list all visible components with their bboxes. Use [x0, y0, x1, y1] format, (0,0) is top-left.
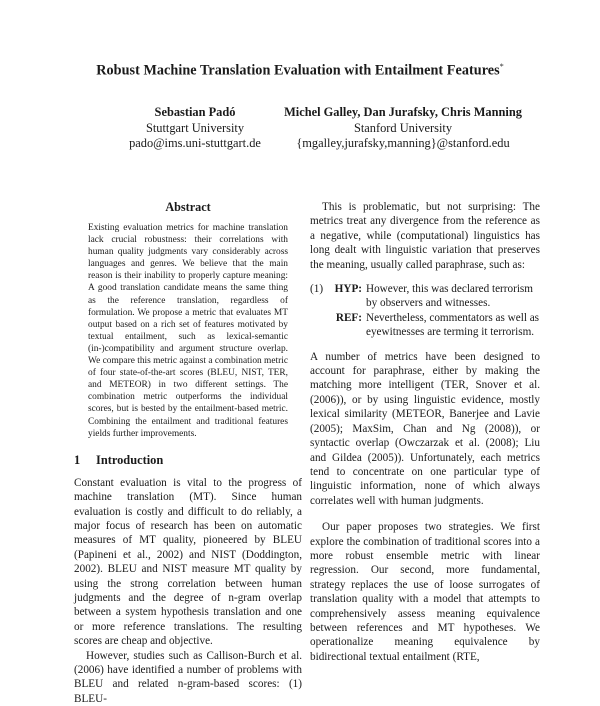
author-affiliation: Stanford University: [353, 120, 453, 135]
example-hyp-row: [310, 282, 540, 311]
body-paragraph: Constant evaluation is vital to the progress of machine translation (MT). Since human evaluation is costly and difficult to do reliably, a major focus of research has been on automatic measures of MT quality, pioneered by BLEU (Papineni et al., 2002) and NIST (Doddington, 2002). BLEU and NIST measure MT quality by using the strong correlation between human judgments and the degree of n-gram overlap between a system hypothesis translation and one or more reference translations. The resulting scores are cheap and objective.: [74, 476, 302, 648]
body-paragraph: This is problematic, but not surprising: The metrics treat any divergence from the reference as a negative, while (computational) linguistics has long dealt with linguistic variation that preserves the meaning, usually called paraphrase, such as:: [310, 201, 540, 271]
abstract-text: Existing evaluation metrics for machine translation lack crucial robustness: their correlations with human quality judgments vary considerably across languages and genres. We believe that the main reason is their inability to properly capture meaning: A good translation candidate means the same thing as the reference translation, regardless of formulation. We propose a metric that evaluates MT output based on a rich set of features motivated by textual entailment, such as lexical-semantic (in-)compatibility and argument structure overlap. We compare this metric against a combination metric of four state-of-the-art scores (BLEU, NIST, TER, and METEOR) in two different settings. The combination metric outperforms the individual scores, but is bested by the entailment-based metric. Combining the entailment and traditional features yields further improvements.: [88, 223, 288, 439]
ref-text: Nevertheless, commentators as well as eyewitnesses are terming it terrorism.: [366, 311, 540, 339]
example-ref-row: [310, 311, 540, 340]
title-text: Robust Machine Translation Evaluation with Entailment Features: [96, 62, 500, 79]
author-name: Sebastian Padó: [154, 105, 236, 119]
section-number: 1: [74, 452, 81, 467]
author-affiliation: Stuttgart University: [145, 120, 245, 135]
section-title: Introduction: [96, 452, 164, 467]
body-paragraph: However, studies such as Callison-Burch et al. (2006) have identified a number of problems with BLEU and related n-gram-based scores: (1) BLEU-: [74, 649, 302, 705]
abstract-heading: Abstract: [165, 200, 211, 214]
ref-label: REF:: [335, 311, 362, 324]
example-number: (1): [310, 283, 324, 296]
author-block-1: [110, 105, 280, 152]
body-paragraph: A number of metrics have been designed to account for paraphrase, either by making the matching more intelligent (TER, Snover et al. (2006)), or by using linguistic evidence, mostly lexical similarity (METEOR, Banerjee and Lavie (2005); MaxSim, Chan and Ng (2008)), or syntactic overlap (Owczarzak et al. (2008); Liu and Gildea (2005)). Unfortunately, each metrics tend to concentrate on one particular type of linguistic information, none of which always correlates well with human judgments.: [310, 350, 540, 507]
hyp-label: HYP:: [334, 283, 362, 296]
author-name: Michel Galley, Dan Jurafsky, Chris Manning: [284, 105, 522, 119]
author-email: pado@ims.uni-stuttgart.de: [129, 136, 261, 151]
section-heading: [74, 453, 302, 468]
hyp-text: However, this was declared terrorism by observers and witnesses.: [366, 283, 533, 310]
left-column: [74, 200, 302, 706]
paper-title: [0, 62, 600, 80]
author-email: {mgalley,jurafsky,manning}@stanford.edu: [296, 136, 510, 151]
title-footnote-mark: *: [499, 62, 504, 71]
example-block: [310, 282, 540, 340]
right-column: [310, 200, 540, 664]
body-paragraph: Our paper proposes two strategies. We first explore the combination of traditional scores into a more robust ensemble metric with linear regression. Our second, more fundamental, strategy replaces the use of loose surrogates of translation quality with a model that attempts to comprehensively assess meaning equivalence between references and MT hypotheses. We operationalize meaning equivalence by bidirectional textual entailment (RTE,: [310, 521, 540, 663]
author-block-2: [278, 105, 528, 152]
